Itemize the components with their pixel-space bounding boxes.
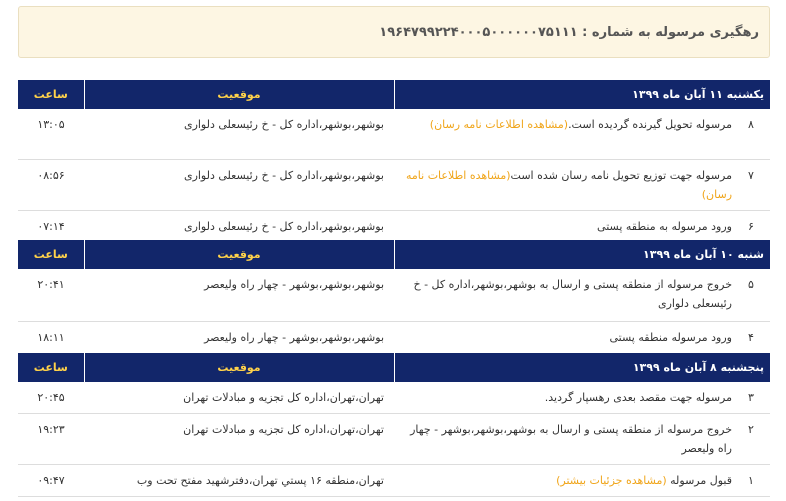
- event-time: ۲۰:۴۱: [18, 269, 84, 321]
- day-date: پنجشنبه ۸ آبان ماه ۱۳۹۹: [394, 353, 770, 382]
- event-number: ۶: [748, 219, 754, 233]
- event-description: مرسوله تحویل گیرنده گردیده است.: [568, 118, 732, 131]
- day-table-3: [18, 353, 770, 497]
- event-number: ۸: [748, 118, 754, 131]
- view-more-details-link[interactable]: (مشاهده جزئیات بیشتر): [556, 474, 667, 487]
- event-number: ۴: [748, 330, 754, 344]
- location-header: موقعیت: [84, 240, 394, 269]
- event-time: ۱۸:۱۱: [18, 321, 84, 353]
- event-description: ورود مرسوله منطقه پستی: [609, 330, 732, 344]
- event-description: خروج مرسوله از منطقه پستی و ارسال به بوشهر،بوشهر،بوشهر - چهار راه ولیعصر: [410, 423, 732, 455]
- event-location: بوشهر،بوشهر،بوشهر - چهار راه ولیعصر: [84, 269, 394, 321]
- view-postman-info-link[interactable]: (مشاهده اطلاعات نامه رسان): [406, 168, 732, 201]
- event-time: ۱۹:۲۳: [18, 414, 84, 465]
- tracking-title: رهگیری مرسوله به شماره : ۱۹۶۴۷۹۹۲۲۴۰۰۰۵۰۰۰۰۰۰۷۵۱۱۱: [379, 24, 759, 40]
- event-row: [18, 269, 770, 321]
- location-header: موقعیت: [84, 80, 394, 109]
- day-date: یکشنبه ۱۱ آبان ماه ۱۳۹۹: [394, 80, 770, 109]
- time-header: ساعت: [18, 80, 84, 109]
- time-header: ساعت: [18, 240, 84, 269]
- event-description: ورود مرسوله به منطقه پستی: [597, 219, 732, 233]
- event-time: ۰۷:۱۴: [18, 210, 84, 243]
- event-description: خروج مرسوله از منطقه پستی و ارسال به بوشهر،بوشهر،اداره کل - خ رئیسعلی دلواری: [413, 278, 732, 310]
- day-header: [18, 80, 770, 109]
- event-number: ۷: [748, 168, 754, 182]
- event-row: [18, 109, 770, 159]
- event-row: [18, 414, 770, 465]
- day-header: [18, 240, 770, 269]
- event-time: ۲۰:۴۵: [18, 382, 84, 414]
- event-location: بوشهر،بوشهر،بوشهر - چهار راه ولیعصر: [84, 321, 394, 353]
- event-description: مرسوله جهت توزیع تحویل نامه رسان شده است: [510, 168, 732, 182]
- event-row: [18, 382, 770, 414]
- event-time: ۱۳:۰۵: [18, 109, 84, 159]
- location-header: موقعیت: [84, 353, 394, 382]
- event-location: تهران،تهران،اداره کل تجزیه و مبادلات تهران: [84, 414, 394, 465]
- time-header: ساعت: [18, 353, 84, 382]
- event-time: ۰۸:۵۶: [18, 159, 84, 210]
- event-number: ۳: [748, 391, 754, 404]
- event-number: ۵: [748, 278, 754, 291]
- event-location: بوشهر،بوشهر،اداره کل - خ رئیسعلی دلواری: [84, 159, 394, 210]
- event-location: تهران،منطقه ۱۶ پستي تهران،دفترشهید مفتح تحت وب: [84, 465, 394, 497]
- view-postman-info-link[interactable]: (مشاهده اطلاعات نامه رسان): [429, 118, 569, 131]
- event-row: [18, 321, 770, 353]
- event-location: تهران،تهران،اداره کل تجزیه و مبادلات تهران: [84, 382, 394, 414]
- tracking-banner: [18, 6, 770, 58]
- day-table-1: [18, 80, 770, 244]
- day-date: شنبه ۱۰ آبان ماه ۱۳۹۹: [394, 240, 770, 269]
- event-number: ۲: [748, 423, 754, 436]
- event-row: [18, 210, 770, 243]
- day-table-2: [18, 240, 770, 354]
- day-header: [18, 353, 770, 382]
- event-row: [18, 159, 770, 210]
- event-time: ۰۹:۴۷: [18, 465, 84, 497]
- event-description: قبول مرسوله: [670, 474, 732, 487]
- event-description: مرسوله جهت مقصد بعدی رهسپار گردید.: [544, 391, 732, 404]
- event-row: [18, 465, 770, 497]
- event-number: ۱: [748, 474, 754, 487]
- event-location: بوشهر،بوشهر،اداره کل - خ رئیسعلی دلواری: [84, 210, 394, 243]
- event-location: بوشهر،بوشهر،اداره کل - خ رئیسعلی دلواری: [84, 109, 394, 159]
